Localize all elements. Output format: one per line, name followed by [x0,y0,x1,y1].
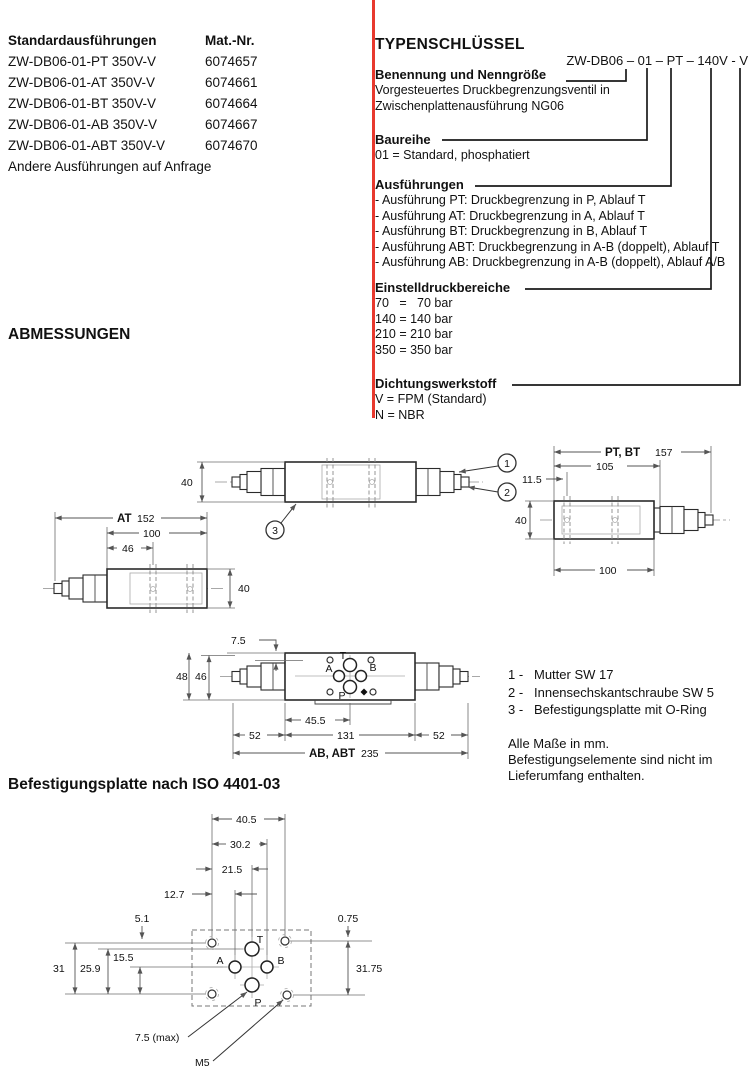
port-label-A: A [216,955,224,967]
dim-height-label: 40 [181,477,193,489]
section-line: 140 = 140 bar [375,311,453,326]
adjustment-screw-right [416,469,469,496]
section-line: - Ausführung BT: Druckbegrenzung in B, Ablauf T [375,224,648,238]
port-B [261,961,273,973]
dim-range-label: AB, ABT [309,748,356,760]
adjustment-screw-right [660,507,713,534]
dim-label: 40.5 [236,814,257,826]
section-line: 01 = Standard, phosphatiert [375,148,530,162]
callout-number: 2 [504,487,510,499]
callout-thread: M5 [195,1057,210,1069]
typekey-section-baureihe [375,132,747,164]
note-line: Lieferumfang enthalten. [508,768,645,783]
standard-versions-table [8,30,368,177]
dim-label: 31.75 [356,963,383,975]
section-line: 70 = 70 bar [375,296,453,310]
section-heading: Benennung und Nenngröße [375,67,547,82]
section-line: N = NBR [375,407,425,422]
valve-body [554,501,654,539]
dim-total-label: 152 [137,513,155,525]
legend-item [508,684,714,702]
type-code: ZW-DB06-01-BT 350V-V [8,96,157,111]
typekey-title: TYPENSCHLÜSSEL [375,36,525,53]
callout-2 [468,483,516,501]
type-code: ZW-DB06-01-ABT 350V-V [8,138,166,153]
table-row [8,72,368,93]
drawing-abt-top-view [175,625,525,765]
dim-label: 131 [337,730,355,742]
drawing-ptbt-view [515,438,750,593]
valve-body [285,462,416,502]
port-label-B: B [369,662,377,674]
dim-label: 7.5 [231,635,246,647]
parts-legend [508,666,714,719]
callout-number: 1 [504,458,510,470]
port-label-P: P [254,997,262,1009]
notes-block [508,736,713,784]
typekey-section-ausfuehrungen [375,177,747,271]
section-line: - Ausführung AT: Druckbegrenzung in A, Ablauf T [375,208,645,223]
abmessungen-heading: ABMESSUNGEN [8,326,131,343]
section-line: 210 = 210 bar [375,327,453,341]
dim-height-label: 48 [176,671,188,683]
dim-total-label: 235 [361,748,379,760]
port-B [356,671,367,682]
typekey-section-druckbereiche [375,280,747,358]
dim-range-label: AT [117,513,132,525]
mat-nr-header: Mat.-Nr. [205,33,255,48]
section-line: - Ausführung ABT: Druckbegrenzung in A-B (doppelt), Ablauf T [375,239,720,254]
dim-height-label: 46 [195,671,207,683]
dim-label: 52 [433,730,445,742]
dim-label: 12.7 [164,889,185,901]
legend-item [508,701,714,719]
port-label-A: A [325,663,333,675]
table-note: Andere Ausführungen auf Anfrage [8,159,212,174]
dim-label: 46 [122,543,134,555]
legend-item [508,666,714,684]
dim-label: 0.75 [337,913,359,925]
section-line: 350 = 350 bar [375,342,453,357]
legend-number: 2 - [508,684,524,700]
table-title: Standardausführungen [8,33,157,48]
section-line: - Ausführung AB: Druckbegrenzung in A-B (doppelt), Ablauf A/B [375,255,726,269]
dim-label: 100 [599,565,617,577]
drawing-at-view [35,505,305,625]
adjustment-screw-right [415,663,468,690]
section-line: Vorgesteuertes Druckbegrenzungsventil in [375,83,610,97]
dim-height-label: 40 [238,583,250,595]
dim-label: 52 [249,730,261,742]
port-label-T: T [256,934,264,946]
adjustment-screw-left [232,469,285,496]
valve-body [107,569,207,608]
section-line: V = FPM (Standard) [375,392,487,406]
mat-nr-value: 6074664 [205,96,258,111]
port-label-T: T [339,650,347,662]
table-row [8,93,368,114]
typekey-section-benennung [375,67,747,114]
port-pattern [206,934,294,1009]
type-code: ZW-DB06-01-AT 350V-V [8,75,156,90]
note-line: Alle Maße in mm. [508,736,610,751]
dim-label: 105 [596,461,614,473]
legend-text: Mutter SW 17 [534,667,614,682]
typekey-code: ZW-DB06 – 01 – PT – 140V - V [566,53,748,68]
adjustment-screw-left [54,575,107,602]
legend-text: Innensechskantschraube SW 5 [534,684,714,700]
table-header [8,30,368,51]
dim-label: 45.5 [305,715,326,727]
drawing-iso-mounting-plate [40,810,460,1078]
port-label-P: P [338,690,346,702]
bolt-hole [327,689,333,695]
typekey-section-dichtung [375,376,747,423]
port-A [229,961,241,973]
table-row [8,135,368,156]
section-heading: Ausführungen [375,177,464,192]
section-heading: Dichtungswerkstoff [375,376,497,391]
table-row [8,114,368,135]
dim-label: 5.1 [134,913,150,925]
section-heading: Baureihe [375,132,431,147]
port-label-B: B [277,955,285,967]
dim-label: 100 [143,528,161,540]
section-line: - Ausführung PT: Druckbegrenzung in P, Ablauf T [375,193,646,207]
dim-label: 25.9 [80,963,101,975]
dim-label: 21.5 [221,864,243,876]
dim-height-label: 40 [515,515,527,527]
mat-nr-value: 6074657 [205,54,258,69]
callout-number: 3 [272,525,278,537]
legend-text: Befestigungsplatte mit O-Ring [534,702,707,717]
section-line: Zwischenplattenausführung NG06 [375,98,565,113]
dim-label: 30.2 [230,839,251,851]
note-line: Befestigungselemente sind nicht im [508,752,713,767]
callout-1 [459,454,516,472]
mat-nr-value: 6074670 [205,138,258,153]
dim-label: 11.5 [522,474,542,486]
type-code: ZW-DB06-01-AB 350V-V [8,117,158,132]
mat-nr-value: 6074667 [205,117,258,132]
adjustment-screw-left [232,663,285,690]
dim-range-label: PT, BT [605,447,641,459]
iso-plate-heading: Befestigungsplatte nach ISO 4401-03 [8,776,281,793]
mat-nr-value: 6074661 [205,75,258,90]
dim-label: 15.5 [113,952,134,964]
dim-label: 31 [53,963,65,975]
dim-total-label: 157 [655,447,673,459]
section-heading: Einstelldruckbereiche [375,280,511,295]
port-A [334,671,345,682]
legend-number: 3 - [508,702,524,717]
port-P [245,978,259,992]
bolt-hole [370,689,376,695]
table-row [8,51,368,72]
type-code: ZW-DB06-01-PT 350V-V [8,54,157,69]
legend-number: 1 - [508,667,524,682]
callout-p-depth: 7.5 (max) [135,1032,180,1044]
